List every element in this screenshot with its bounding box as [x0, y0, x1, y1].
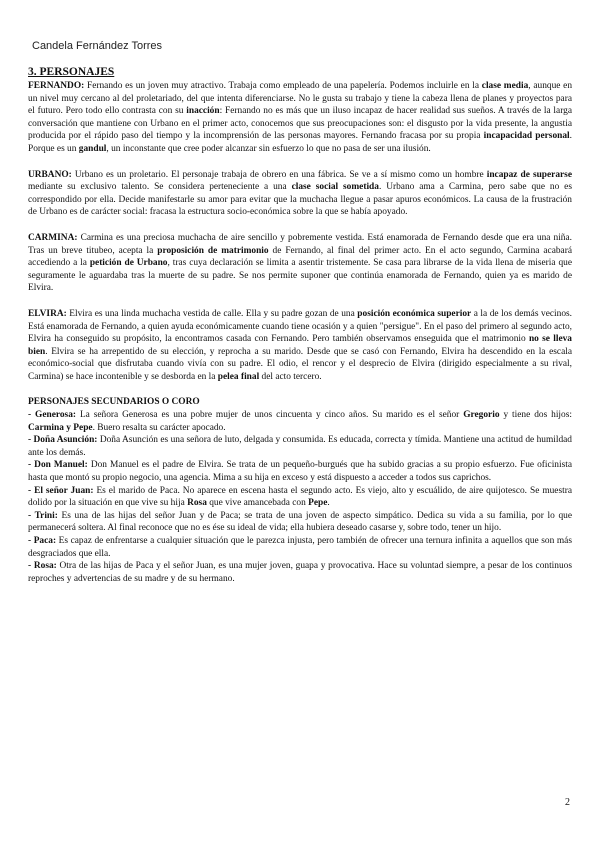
text-run: . [327, 498, 330, 509]
text-run: que vive amancebada con [206, 498, 309, 509]
main-characters [28, 80, 572, 383]
text-run: La señora Generosa es una pobre mujer de unos cincuenta y cinco años. Su marido es el señor [76, 410, 464, 421]
character-paragraph [28, 80, 572, 156]
secondary-characters [28, 409, 572, 585]
text-run: Urbano es un proletario. El personaje trabaja de obrero en una fábrica. Se ve a sí mismo como un hombre [74, 169, 487, 180]
bold-phrase: Carmina y Pepe [28, 422, 93, 433]
bold-phrase: no se lleva bien [28, 334, 572, 357]
bold-phrase: - Don Manuel: [28, 460, 88, 471]
bold-phrase: - Rosa: [28, 561, 57, 572]
bold-phrase: - Generosa: [28, 410, 77, 421]
text-run: mediante su exclusivo talento. Se considera perteneciente a una [28, 182, 292, 193]
character-name: CARMINA: [28, 232, 81, 243]
secondary-heading: PERSONAJES SECUNDARIOS O CORO [28, 397, 200, 408]
text-run: de Fernando, al final del primer acto. En el acto segundo, Carmina acabará accediendo a la [28, 245, 572, 269]
bold-phrase: clase social sometida [291, 182, 379, 193]
text-run: Es capaz de enfrentarse a cualquier situación que le parezca injusta, pero también de ofrecer una ternura infinita a aquellos que son más desgraciados que ella. [28, 536, 572, 559]
bold-phrase: proposición de matrimonio [157, 245, 269, 256]
bold-phrase: Rosa [187, 498, 207, 509]
text-run: Don Manuel es el padre de Elvira. Se trata de un pequeño-burgués que ha subido gracias a su propio esfuerzo. Fue oficinista hasta que montó su propio negocio, una agencia. Mima a su hija en exceso y está dispuesto a acceder a todos sus caprichos. [28, 460, 572, 484]
bold-phrase: pelea final [217, 371, 260, 382]
bold-phrase: - Trini: [28, 510, 58, 521]
character-paragraph [28, 308, 572, 384]
bold-phrase: - Paca: [28, 536, 57, 546]
text-run: Carmina es una preciosa muchacha de aire sencillo y pobremente vestida. Está enamorada de Fernando desde que era una niña. Tras un breve titubeo, acepta la [28, 232, 572, 256]
bold-phrase: - El señor Juan: [28, 485, 94, 496]
bold-phrase: gandul [78, 143, 107, 154]
text-run: . Porque es un [28, 131, 572, 154]
text-run: . Urbano ama a Carmina, pero sabe que no es correspondido por ella. Decide manifestarle su amor para evitar que la muchacha llegue a pasar apuros económicos. La causa de la frustración de Urbano es de carácter social: fracasa la estructura socio-económica sobre la que se había apoyado. [28, 182, 572, 218]
text-run: Elvira es una linda muchacha vestida de calle. Ella y su padre gozan de una [69, 308, 358, 319]
text-run: : Fernando no es más que un iluso incapaz de hacer realidad sus sueños. A través de la larga conversación que mantiene con Urbano en el primer acto, conocemos que sus preocupaciones son: el disgusto por la vida presente, la angustia producida por el rápido paso del tiempo y la incomprensión de las personas mayores. Fernando fracasa por su propia [28, 106, 573, 142]
character-name: FERNANDO: [28, 81, 87, 91]
text-run: , aunque en un nivel muy cercano al del proletariado, del que intenta diferenciarse. No le gusta su trabajo y tiene la cabeza llena de planes y proyectos para el futuro. Pero todo ello contrasta con su [28, 81, 573, 117]
character-name: ELVIRA: [28, 308, 70, 319]
character-paragraph [28, 232, 572, 295]
bold-phrase: posición económica superior [357, 308, 472, 319]
text-run: Es el marido de Paca. No aparece en escena hasta el segundo acto. Es viejo, alto y escuálido, de aire quijotesco. Se muestra dolido por la situación en que vive su hija [28, 485, 572, 509]
character-name: URBANO: [28, 169, 75, 180]
text-run: del acto tercero. [259, 371, 322, 382]
author-name: Candela Fernández Torres [32, 40, 163, 52]
bold-phrase: Gregorio [463, 410, 500, 421]
bold-phrase: incapaz de superarse [486, 169, 572, 180]
section-title: 3. PERSONAJES [28, 66, 115, 78]
secondary-character-item [28, 560, 572, 585]
bold-phrase: petición de Urbano [89, 258, 168, 269]
text-run: , tras cuya declaración se limita a asentir tristemente. Se casa para librarse de la vida llena de miseria que seguramente le aguardaba tras la muerte de su padre. Se nos permite suponer que continúa enamorada de Fernando, quien ya es marido de Elvira. [28, 258, 572, 294]
bold-phrase: - Doña Asunción: [28, 435, 98, 446]
text-run: Doña Asunción es una señora de luto, delgada y consumida. Es educada, correcta y tímida. Mantiene una actitud de humildad ante los demás. [28, 435, 572, 458]
text-run: . Elvira se ha arrepentido de su elección, y reprocha a su marido. Desde que se casó con Fernando, Elvira ha descendido en la escala económico-social que disfrutaba cuando vivía con su padre. El odio, el rencor y el desprecio de Elvira (dirigido especialmente a su rival, Carmina) se hace incontenible y se desborda en la [28, 346, 572, 382]
secondary-character-item [28, 459, 572, 484]
bold-phrase: Pepe [308, 498, 328, 509]
text-run: Fernando es un joven muy atractivo. Trabaja como empleado de una papelería. Podemos incluirle en la [87, 81, 482, 91]
secondary-character-item [28, 510, 572, 535]
bold-phrase: clase media [481, 81, 529, 91]
bold-phrase: inacción [186, 106, 220, 117]
text-run: Otra de las hijas de Paca y el señor Juan, es una mujer joven, guapa y provocativa. Hace su voluntad siempre, a pesar de los continuos reproches y advertencias de su madre y de su hermano. [28, 561, 572, 584]
text-run: . Buero resalta su carácter apocado. [92, 422, 226, 433]
character-paragraph [28, 169, 572, 219]
bold-phrase: incapacidad personal [483, 131, 570, 142]
secondary-character-item [28, 434, 572, 459]
text-run: , un inconstante que cree poder alcanzar sin esfuerzo lo que no pasa de ser una ilusión. [106, 143, 431, 154]
secondary-character-item [28, 485, 572, 510]
secondary-character-item [28, 409, 572, 434]
page-number: 2 [565, 797, 570, 808]
text-run: Es una de las hijas del señor Juan y de Paca; se trata de una joven de aspecto simpático. Dedica su vida a su familia, por lo que permanecerá soltera. Al final reconoce que no es ése su ideal de vida; ella hubiera deseado casarse y, sobre todo, tener un hijo. [28, 510, 572, 534]
secondary-character-item [28, 535, 572, 560]
text-run: y tiene dos hijos: [499, 410, 572, 421]
document-body [28, 66, 572, 585]
text-run: a la de los demás vecinos. Está enamorada de Fernando, a quien ayuda económicamente cuando tiene ocasión y a quien "persigue". En el paso del primero al segundo acto, Elvira ha conseguido su propósito, la encontramos casada con Fernando. Pero también observamos enseguida que el matrimonio [28, 308, 572, 345]
